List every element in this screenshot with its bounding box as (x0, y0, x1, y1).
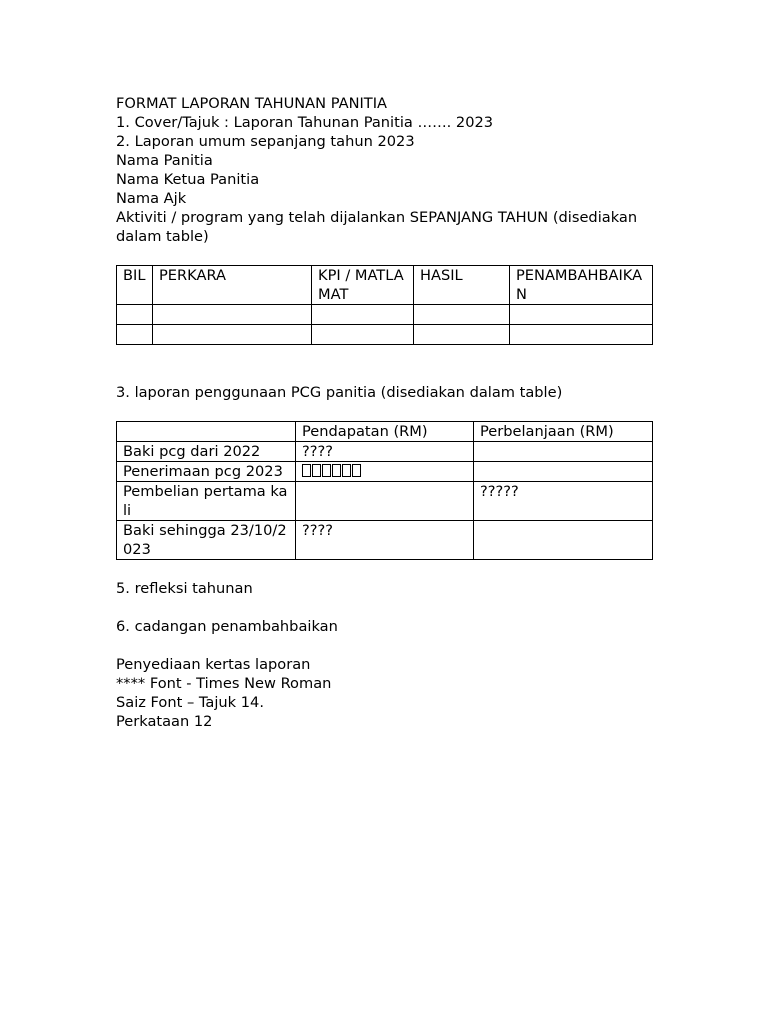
pcg-table-header-row (117, 422, 653, 442)
header-cell-hasil: HASIL (414, 266, 510, 305)
document-page (116, 94, 652, 731)
header-cell-bil: BIL (117, 266, 153, 305)
table-cell (312, 305, 414, 325)
header-cell-perkara: PERKARA (153, 266, 312, 305)
table-cell (414, 325, 510, 345)
missing-glyph-box (332, 464, 341, 477)
missing-glyph-box (312, 464, 321, 477)
header-cell-pendapatan: Pendapatan (RM) (296, 422, 474, 442)
row-label-pembelian-pertama-kali: Pembelian pertama kali (117, 482, 296, 521)
table-cell (510, 305, 653, 325)
table-cell: ???? (296, 521, 474, 560)
missing-glyph-box (342, 464, 351, 477)
table-cell (312, 325, 414, 345)
pcg-table (116, 421, 653, 560)
table-row (117, 482, 653, 521)
missing-glyph-box (352, 464, 361, 477)
table-cell (117, 325, 153, 345)
missing-glyph-cell (296, 462, 474, 482)
footer-penyediaan: Penyediaan kertas laporan (116, 656, 311, 673)
table-cell: ???? (296, 442, 474, 462)
table-row (117, 325, 653, 345)
aktiviti-table (116, 265, 653, 345)
label-nama-ajk: Nama Ajk (116, 190, 187, 207)
section-5-heading: 5. refleksi tahunan (116, 580, 253, 597)
label-nama-panitia: Nama Panitia (116, 152, 213, 169)
table-cell (510, 325, 653, 345)
header-cell-perbelanjaan: Perbelanjaan (RM) (474, 422, 653, 442)
table-cell: ????? (474, 482, 653, 521)
document-title: FORMAT LAPORAN TAHUNAN PANITIA (116, 95, 387, 112)
label-nama-ketua-panitia: Nama Ketua Panitia (116, 171, 260, 188)
table-cell (474, 521, 653, 560)
row-label-baki-sehingga: Baki sehingga 23/10/2023 (117, 521, 296, 560)
footer-font-note: **** Font - Times New Roman (116, 675, 332, 692)
table-cell (117, 305, 153, 325)
table-row (117, 521, 653, 560)
item-laporan-umum: 2. Laporan umum sepanjang tahun 2023 (116, 133, 415, 150)
missing-glyph-boxes (302, 463, 362, 480)
table-cell (474, 462, 653, 482)
section-3-heading: 3. laporan penggunaan PCG panitia (disediakan dalam table) (116, 384, 563, 401)
missing-glyph-box (322, 464, 331, 477)
table-cell (153, 305, 312, 325)
aktiviti-description: Aktiviti / program yang telah dijalankan SEPANJANG TAHUN (disediakan dalam table) (116, 209, 638, 245)
header-cell-empty (117, 422, 296, 442)
section-6-heading: 6. cadangan penambahbaikan (116, 618, 338, 635)
header-cell-penambahbaikan: PENAMBAHBAIKAN (510, 266, 653, 305)
row-label-baki-pcg-2022: Baki pcg dari 2022 (117, 442, 296, 462)
table-cell (296, 482, 474, 521)
table-cell (414, 305, 510, 325)
item-cover-tajuk: 1. Cover/Tajuk : Laporan Tahunan Panitia ……. 2023 (116, 114, 494, 131)
table-row (117, 442, 653, 462)
table-cell (474, 442, 653, 462)
table-cell (153, 325, 312, 345)
row-label-penerimaan-pcg-2023: Penerimaan pcg 2023 (117, 462, 296, 482)
header-cell-kpi-matlamat: KPI / MATLAMAT (312, 266, 414, 305)
missing-glyph-box (302, 464, 311, 477)
table-row (117, 305, 653, 325)
footer-perkataan: Perkataan 12 (116, 713, 213, 730)
table-row (117, 462, 653, 482)
footer-saiz-font: Saiz Font – Tajuk 14. (116, 694, 264, 711)
aktiviti-table-header-row (117, 266, 653, 305)
